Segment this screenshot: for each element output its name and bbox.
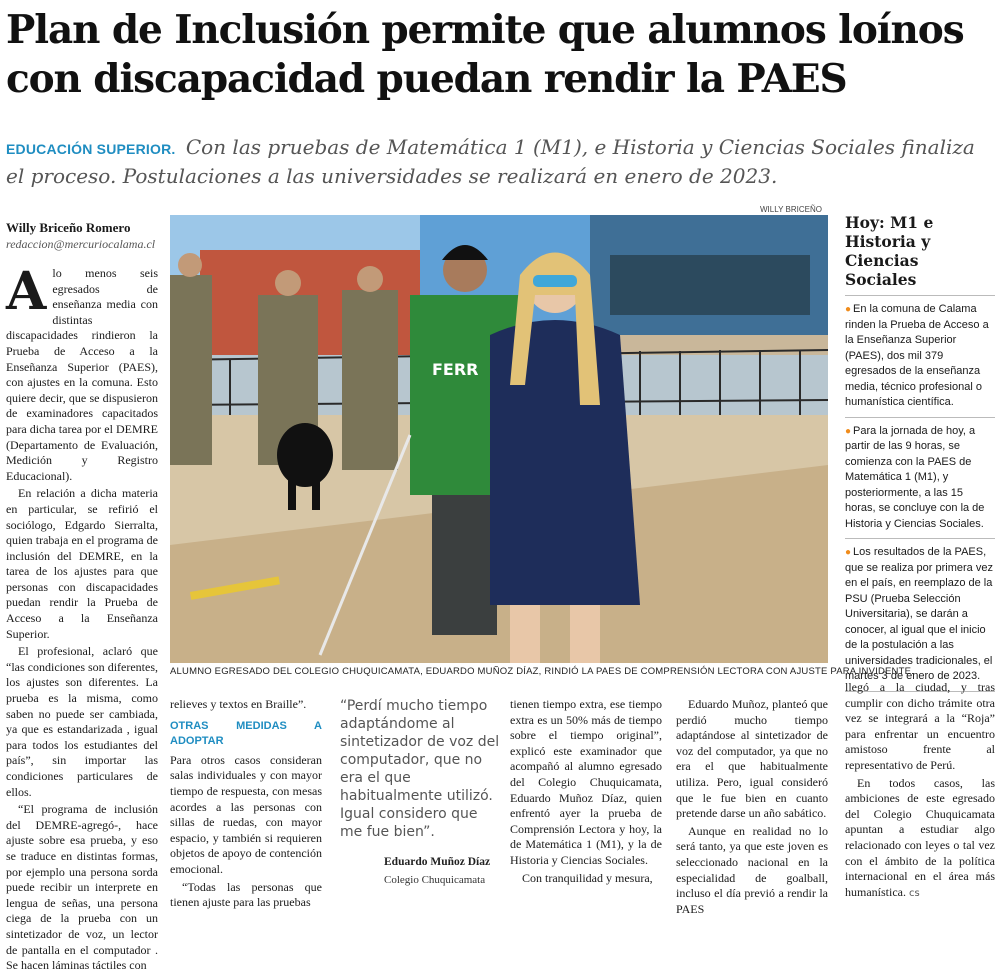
subheading: OTRAS MEDIDAS A ADOPTAR [170, 719, 322, 748]
sidebar-item: ● En la comuna de Calama rinden la Prueba de Acceso a la Enseñanza Superior (PAES), dos mil 379 egresados de la enseñanza media, técnico profesional o humanística científica. [845, 295, 995, 417]
article-column-4 [676, 697, 828, 919]
photo-credit: WILLY BRICEÑO [760, 205, 822, 214]
section-kicker: EDUCACIÓN SUPERIOR. [6, 141, 176, 157]
paragraph: Alo menos seis egresados de enseñanza media con distintas discapacidades rindieron la Prueba de Acceso a la Enseñanza Superior (PAES), con ajustes en la comuna. Esto quiere decir, que se dispusieron de examinadores capacitados para dicha tarea por el DEMRE (Departamento de Evaluación, Medición y Registro Educacional). [6, 261, 158, 483]
pull-quote [340, 697, 500, 889]
bullet-icon: ● [845, 425, 852, 437]
article-column-3 [510, 697, 662, 888]
article-column-5 [845, 680, 995, 903]
paragraph: “Todas las personas que tienen ajuste para las pruebas [170, 879, 322, 910]
article-column-1 [6, 261, 158, 976]
quote-text: “Perdí mucho tiempo adaptándome al sintetizador de voz del computador, que no era el que habitualmente utilizó. Igual considero que me fue bien”. [340, 698, 500, 840]
end-mark: cs [908, 887, 920, 899]
photo-illustration [170, 215, 828, 663]
article-column-2 [170, 697, 322, 913]
paragraph: El profesional, aclaró que “las condiciones son diferentes, los ajustes son diferentes. La prueba es la misma, como saben no puede ser cambiada, ya que es estandarizada , igual para todos los estudiantes del país”, sin importar las condiciones particulares de ellos. [6, 644, 158, 799]
bullet-icon: ● [845, 304, 852, 315]
deck [6, 134, 996, 190]
paragraph: Aunque en realidad no lo será tanto, ya que este joven es seleccionado nacional en la especialidad de goalball, incluso el día previó a rendir la PAES [676, 823, 828, 916]
sidebar-box [845, 213, 995, 692]
paragraph: Eduardo Muñoz, planteó que perdió mucho tiempo adaptándose al sintetizador de voz del computador, ya que no era el que habitualmente utiliza. Pero, igual consideró que le fue bien en cuanto pretende darse un año sabático. [676, 697, 828, 821]
drop-cap: A [6, 261, 47, 322]
paragraph: En todos casos, las ambiciones de este egresado del Colegio Chuquicamata apuntan a estudiar algo relacionado con leyes o tal vez con el ámbito de la política internacional en el área más humanística. cs [845, 775, 995, 899]
jacket-logo: FERR [432, 360, 479, 379]
headline-line-2: con discapacidad puedan rendir la PAES [6, 56, 847, 102]
photo-caption: ALUMNO EGRESADO DEL COLEGIO CHUQUICAMATA, EDUARDO MUÑOZ DÍAZ, RINDIÓ LA PAES DE COMPRENSIÓN LECTORA CON AJUSTE PARA INVIDENTE. [170, 666, 914, 677]
headline-line-1: Plan de Inclusión permite que alumnos loínos [6, 7, 964, 53]
article-photo [170, 215, 828, 663]
byline [6, 220, 166, 252]
sidebar-item: ● Para la jornada de hoy, a partir de las 9 horas, se comienza con la PAES de Matemática 1 (M1), y posteriormente, a las 15 horas, se concluye con la de Historia y Ciencias Sociales. [845, 417, 995, 539]
bullet-icon: ● [845, 547, 852, 558]
paragraph: llegó a la ciudad, y tras cumplir con dicho trámite otra vez se integrará a la “Roja” para enfrentar un encuentro amistoso frente al representativo de Perú. [845, 680, 995, 772]
paragraph: En relación a dicha materia en particular, se refirió el sociólogo, Edgardo Sierralta, quien trabaja en el programa de inclusión del DEMRE, en la tarea de los ajustes para que personas con discapacidades puedan rendir la Prueba de Acceso a la Enseñanza Superior. [6, 486, 158, 641]
paragraph: “El programa de inclusión del DEMRE-agregó-, hace ajuste sobre esa prueba, y eso se traduce en distintas formas, por ejemplo una persona sorda puede recibir un interprete en lengua de señas, una persona ciega de la prueba con un sintetizador de voz, un lector de pantalla en el computador . Se hacen láminas táctiles con [6, 802, 158, 973]
quote-author-role: Colegio Chuquicamata [384, 874, 486, 886]
author-email: redaccion@mercuriocalama.cl [6, 237, 156, 251]
paragraph: relieves y textos en Braille”. [170, 697, 307, 711]
author-name: Willy Briceño Romero [6, 220, 131, 235]
quote-author: Eduardo Muñoz Díaz [384, 856, 491, 868]
headline [6, 6, 996, 104]
paragraph: Con tranquilidad y mesura, [522, 870, 653, 885]
paragraph: Para otros casos consideran salas individuales y con mayor tiempo de respuesta, con mesas acordes a las personas con sillas de ruedas, con mayor espacio, y también si requieren objetos de apoyo de contención emocional. [170, 752, 322, 876]
sidebar-title: Hoy: M1 e Historia y Ciencias Sociales [845, 213, 934, 289]
deck-text: Con las pruebas de Matemática 1 (M1), e Historia y Ciencias Sociales finaliza el proceso. Postulaciones a las universidades se realizará en enero de 2023. [6, 135, 975, 188]
sidebar-item: ● Los resultados de la PAES, que se realiza por primera vez en el país, en reemplazo de la PSU (Prueba Selección Universitaria), se darán a conocer, al igual que el inicio de la postulación a las universidades tradicionales, el martes 3 de enero de 2023. [845, 538, 995, 692]
paragraph: tienen tiempo extra, ese tiempo extra es un 50% más de tiempo sobre el tiempo original”, explicó este examinador que acompañó al alumno egresado del Colegio Chuquicamata, Eduardo Muñoz Díaz, quien enfrentó ayer la prueba de Comprensión Lectora y hoy, la de Matemática 1 (M1), y la de Historia y Ciencias Sociales. [510, 697, 662, 867]
